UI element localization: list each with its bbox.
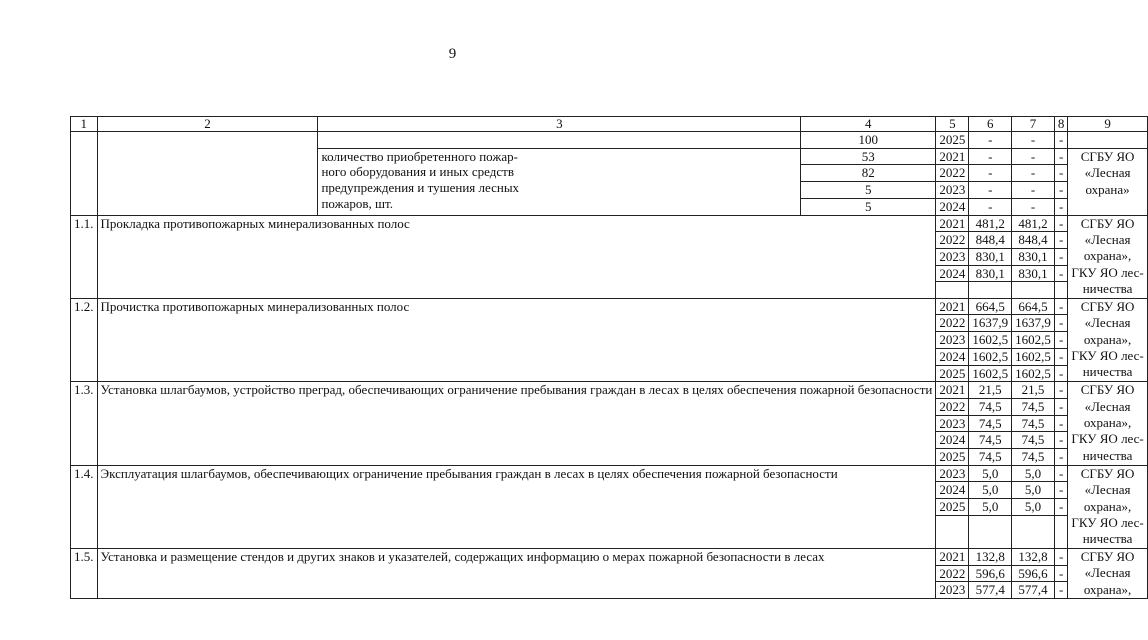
- item-title-cell: Прокладка противопожарных минерализованных полос: [97, 215, 936, 298]
- value-col8-cell: -: [1054, 182, 1068, 199]
- year-cell: 2023: [936, 465, 969, 482]
- value-col8-cell: -: [1054, 165, 1068, 182]
- value-col6-cell: 74,5: [969, 415, 1012, 432]
- year-cell: 2024: [936, 265, 969, 282]
- table-row: [71, 382, 1148, 399]
- value-col6-cell: 74,5: [969, 449, 1012, 466]
- value-col6-cell: -: [969, 182, 1012, 199]
- responsible-org-line: ничества: [1082, 364, 1133, 380]
- value-col6-cell: 5,0: [969, 499, 1012, 516]
- header-col-7: 7: [1012, 117, 1055, 132]
- value-col8-cell: -: [1054, 232, 1068, 249]
- program-table: [70, 116, 1148, 599]
- indicator-qty-cell: 53: [801, 148, 936, 165]
- year-cell: 2025: [936, 365, 969, 382]
- value-col6-cell: 596,6: [969, 565, 1012, 582]
- year-cell: 2023: [936, 248, 969, 265]
- responsible-org-cell: [1068, 132, 1147, 149]
- value-col7-cell: 1602,5: [1012, 332, 1055, 349]
- indicator-qty-cell: 82: [801, 165, 936, 182]
- header-col-8: 8: [1054, 117, 1068, 132]
- responsible-org-line: «Лесная: [1084, 231, 1131, 247]
- responsible-org-line: ГКУ ЯО лес-: [1071, 431, 1144, 447]
- empty-value-cell: [1054, 282, 1068, 298]
- year-cell: 2021: [936, 382, 969, 399]
- value-col7-cell: -: [1012, 198, 1055, 215]
- table-row: [71, 298, 1148, 315]
- value-col7-cell: 1602,5: [1012, 365, 1055, 382]
- value-col7-cell: 5,0: [1012, 482, 1055, 499]
- year-cell: 2022: [936, 232, 969, 249]
- responsible-org-cell: [1068, 548, 1147, 598]
- value-col7-cell: 21,5: [1012, 382, 1055, 399]
- value-col6-cell: 481,2: [969, 215, 1012, 232]
- header-col-3: 3: [318, 117, 801, 132]
- empty-value-cell: [1054, 515, 1068, 548]
- year-cell: 2025: [936, 499, 969, 516]
- value-col7-cell: 1637,9: [1012, 315, 1055, 332]
- year-cell: 2023: [936, 332, 969, 349]
- responsible-org-cell: [1068, 382, 1147, 466]
- value-col7-cell: 664,5: [1012, 298, 1055, 315]
- header-col-9: 9: [1068, 117, 1147, 132]
- page-number: 9: [448, 46, 457, 62]
- value-col7-cell: 74,5: [1012, 415, 1055, 432]
- value-col8-cell: -: [1054, 365, 1068, 382]
- value-col7-cell: 1602,5: [1012, 348, 1055, 365]
- responsible-org-line: охрана»,: [1083, 331, 1132, 347]
- value-col7-cell: 132,8: [1012, 548, 1055, 565]
- responsible-org-line: ничества: [1082, 531, 1133, 547]
- value-col7-cell: 577,4: [1012, 582, 1055, 599]
- responsible-org-line: СГБУ ЯО: [1080, 465, 1135, 481]
- indicator-label-line: количество приобретенного пожар-: [321, 148, 518, 164]
- value-col8-cell: -: [1054, 332, 1068, 349]
- value-col7-cell: 830,1: [1012, 265, 1055, 282]
- value-col7-cell: -: [1012, 165, 1055, 182]
- value-col6-cell: -: [969, 165, 1012, 182]
- indicator-qty-cell: 5: [801, 198, 936, 215]
- responsible-org-line: «Лесная: [1084, 565, 1131, 581]
- responsible-org-line: охрана»,: [1083, 581, 1132, 597]
- empty-year-cell: [936, 282, 969, 298]
- responsible-org-line: «Лесная: [1084, 398, 1131, 414]
- value-col6-cell: 848,4: [969, 232, 1012, 249]
- year-cell: 2024: [936, 198, 969, 215]
- item-number-cell: 1.5.: [71, 548, 98, 598]
- year-cell: 2021: [936, 148, 969, 165]
- value-col7-cell: 74,5: [1012, 449, 1055, 466]
- year-cell: 2023: [936, 415, 969, 432]
- value-col7-cell: -: [1012, 148, 1055, 165]
- year-cell: 2022: [936, 398, 969, 415]
- responsible-org-line: «Лесная: [1084, 482, 1131, 498]
- indicator-label-line: ного оборудования и иных средств: [321, 164, 514, 180]
- value-col8-cell: -: [1054, 582, 1068, 599]
- responsible-org-line: ничества: [1082, 447, 1133, 463]
- responsible-org-line: СГБУ ЯО: [1080, 298, 1135, 314]
- value-col6-cell: 74,5: [969, 398, 1012, 415]
- item-title-cell: [97, 132, 318, 216]
- item-number-cell: 1.1.: [71, 215, 98, 298]
- year-cell: 2025: [936, 449, 969, 466]
- value-col7-cell: 5,0: [1012, 465, 1055, 482]
- value-col6-cell: 5,0: [969, 482, 1012, 499]
- item-number-cell: 1.4.: [71, 465, 98, 548]
- value-col6-cell: 1602,5: [969, 332, 1012, 349]
- value-col6-cell: 577,4: [969, 582, 1012, 599]
- value-col8-cell: -: [1054, 482, 1068, 499]
- value-col6-cell: 1602,5: [969, 348, 1012, 365]
- value-col8-cell: -: [1054, 565, 1068, 582]
- empty-value-cell: [1012, 282, 1055, 298]
- value-col6-cell: 5,0: [969, 465, 1012, 482]
- header-col-1: 1: [71, 117, 98, 132]
- value-col6-cell: 21,5: [969, 382, 1012, 399]
- indicator-label-line: предупреждения и тушения лесных: [321, 180, 520, 196]
- indicator-qty-cell: 5: [801, 182, 936, 199]
- table-row: [71, 132, 1148, 149]
- year-cell: 2024: [936, 348, 969, 365]
- empty-value-cell: [969, 282, 1012, 298]
- year-cell: 2023: [936, 182, 969, 199]
- responsible-org-line: СГБУ ЯО: [1080, 382, 1135, 398]
- indicator-label-line: пожаров, шт.: [321, 195, 393, 211]
- responsible-org-line: охрана»,: [1083, 498, 1132, 514]
- value-col6-cell: 132,8: [969, 548, 1012, 565]
- responsible-org-line: охрана»,: [1083, 248, 1132, 264]
- value-col7-cell: 848,4: [1012, 232, 1055, 249]
- year-cell: 2024: [936, 482, 969, 499]
- responsible-org-line: «Лесная: [1084, 165, 1131, 181]
- value-col7-cell: -: [1012, 182, 1055, 199]
- value-col8-cell: -: [1054, 215, 1068, 232]
- responsible-org-line: ничества: [1082, 281, 1133, 297]
- item-title-cell: Прочистка противопожарных минерализованных полос: [97, 298, 936, 382]
- value-col7-cell: 481,2: [1012, 215, 1055, 232]
- value-col8-cell: -: [1054, 148, 1068, 165]
- value-col6-cell: 664,5: [969, 298, 1012, 315]
- responsible-org-line: ГКУ ЯО лес-: [1071, 264, 1144, 280]
- responsible-org-line: охрана»,: [1083, 415, 1132, 431]
- value-col8-cell: -: [1054, 298, 1068, 315]
- item-title-cell: Эксплуатация шлагбаумов, обеспечивающих ограничение пребывания граждан в лесах в целях обеспечения пожарной безопасности: [97, 465, 936, 548]
- value-col6-cell: -: [969, 198, 1012, 215]
- value-col6-cell: 1637,9: [969, 315, 1012, 332]
- value-col7-cell: 5,0: [1012, 499, 1055, 516]
- indicator-qty-cell: 100: [801, 132, 936, 149]
- header-col-4: 4: [801, 117, 936, 132]
- indicator-label-cell: [318, 148, 801, 215]
- table-row: [71, 465, 1148, 482]
- responsible-org-line: ГКУ ЯО лес-: [1071, 347, 1144, 363]
- header-col-5: 5: [936, 117, 969, 132]
- responsible-org-cell: [1068, 465, 1147, 548]
- year-cell: 2023: [936, 582, 969, 599]
- table-row: [71, 215, 1148, 232]
- year-cell: 2025: [936, 132, 969, 149]
- value-col8-cell: -: [1054, 465, 1068, 482]
- value-col8-cell: -: [1054, 548, 1068, 565]
- item-title-cell: Установка и размещение стендов и других знаков и указателей, содержащих информацию о мерах пожарной безопасности в лесах: [97, 548, 936, 598]
- responsible-org-cell: [1068, 148, 1147, 215]
- year-cell: 2021: [936, 298, 969, 315]
- value-col6-cell: 830,1: [969, 248, 1012, 265]
- year-cell: 2024: [936, 432, 969, 449]
- value-col6-cell: -: [969, 148, 1012, 165]
- table-row: [71, 548, 1148, 565]
- value-col6-cell: 74,5: [969, 432, 1012, 449]
- value-col8-cell: -: [1054, 315, 1068, 332]
- empty-year-cell: [936, 515, 969, 548]
- value-col6-cell: 1602,5: [969, 365, 1012, 382]
- item-number-cell: [71, 132, 98, 216]
- value-col8-cell: -: [1054, 132, 1068, 149]
- value-col8-cell: -: [1054, 449, 1068, 466]
- year-cell: 2022: [936, 565, 969, 582]
- value-col8-cell: -: [1054, 198, 1068, 215]
- responsible-org-line: СГБУ ЯО: [1080, 148, 1135, 164]
- item-title-cell: Установка шлагбаумов, устройство преград, обеспечивающих ограничение пребывания граждан в лесах в целях обеспечения пожарной безопасности: [97, 382, 936, 466]
- value-col8-cell: -: [1054, 499, 1068, 516]
- year-cell: 2021: [936, 548, 969, 565]
- value-col8-cell: -: [1054, 382, 1068, 399]
- header-col-6: 6: [969, 117, 1012, 132]
- value-col6-cell: -: [969, 132, 1012, 149]
- responsible-org-line: СГБУ ЯО: [1080, 215, 1135, 231]
- value-col7-cell: 74,5: [1012, 432, 1055, 449]
- responsible-org-cell: [1068, 298, 1147, 382]
- responsible-org-line: ГКУ ЯО лес-: [1071, 514, 1144, 530]
- value-col7-cell: -: [1012, 132, 1055, 149]
- responsible-org-cell: [1068, 215, 1147, 298]
- value-col8-cell: -: [1054, 248, 1068, 265]
- item-number-cell: 1.3.: [71, 382, 98, 466]
- value-col8-cell: -: [1054, 265, 1068, 282]
- year-cell: 2022: [936, 315, 969, 332]
- indicator-empty-cell: [318, 132, 801, 149]
- header-col-2: 2: [97, 117, 318, 132]
- value-col6-cell: 830,1: [969, 265, 1012, 282]
- value-col8-cell: -: [1054, 348, 1068, 365]
- responsible-org-line: охрана»: [1085, 181, 1130, 197]
- column-number-row: [71, 117, 1148, 132]
- value-col7-cell: 74,5: [1012, 398, 1055, 415]
- responsible-org-line: СГБУ ЯО: [1080, 548, 1135, 564]
- responsible-org-line: «Лесная: [1084, 315, 1131, 331]
- empty-value-cell: [1012, 515, 1055, 548]
- value-col8-cell: -: [1054, 415, 1068, 432]
- year-cell: 2021: [936, 215, 969, 232]
- value-col8-cell: -: [1054, 432, 1068, 449]
- year-cell: 2022: [936, 165, 969, 182]
- empty-value-cell: [969, 515, 1012, 548]
- value-col7-cell: 596,6: [1012, 565, 1055, 582]
- value-col8-cell: -: [1054, 398, 1068, 415]
- item-number-cell: 1.2.: [71, 298, 98, 382]
- value-col7-cell: 830,1: [1012, 248, 1055, 265]
